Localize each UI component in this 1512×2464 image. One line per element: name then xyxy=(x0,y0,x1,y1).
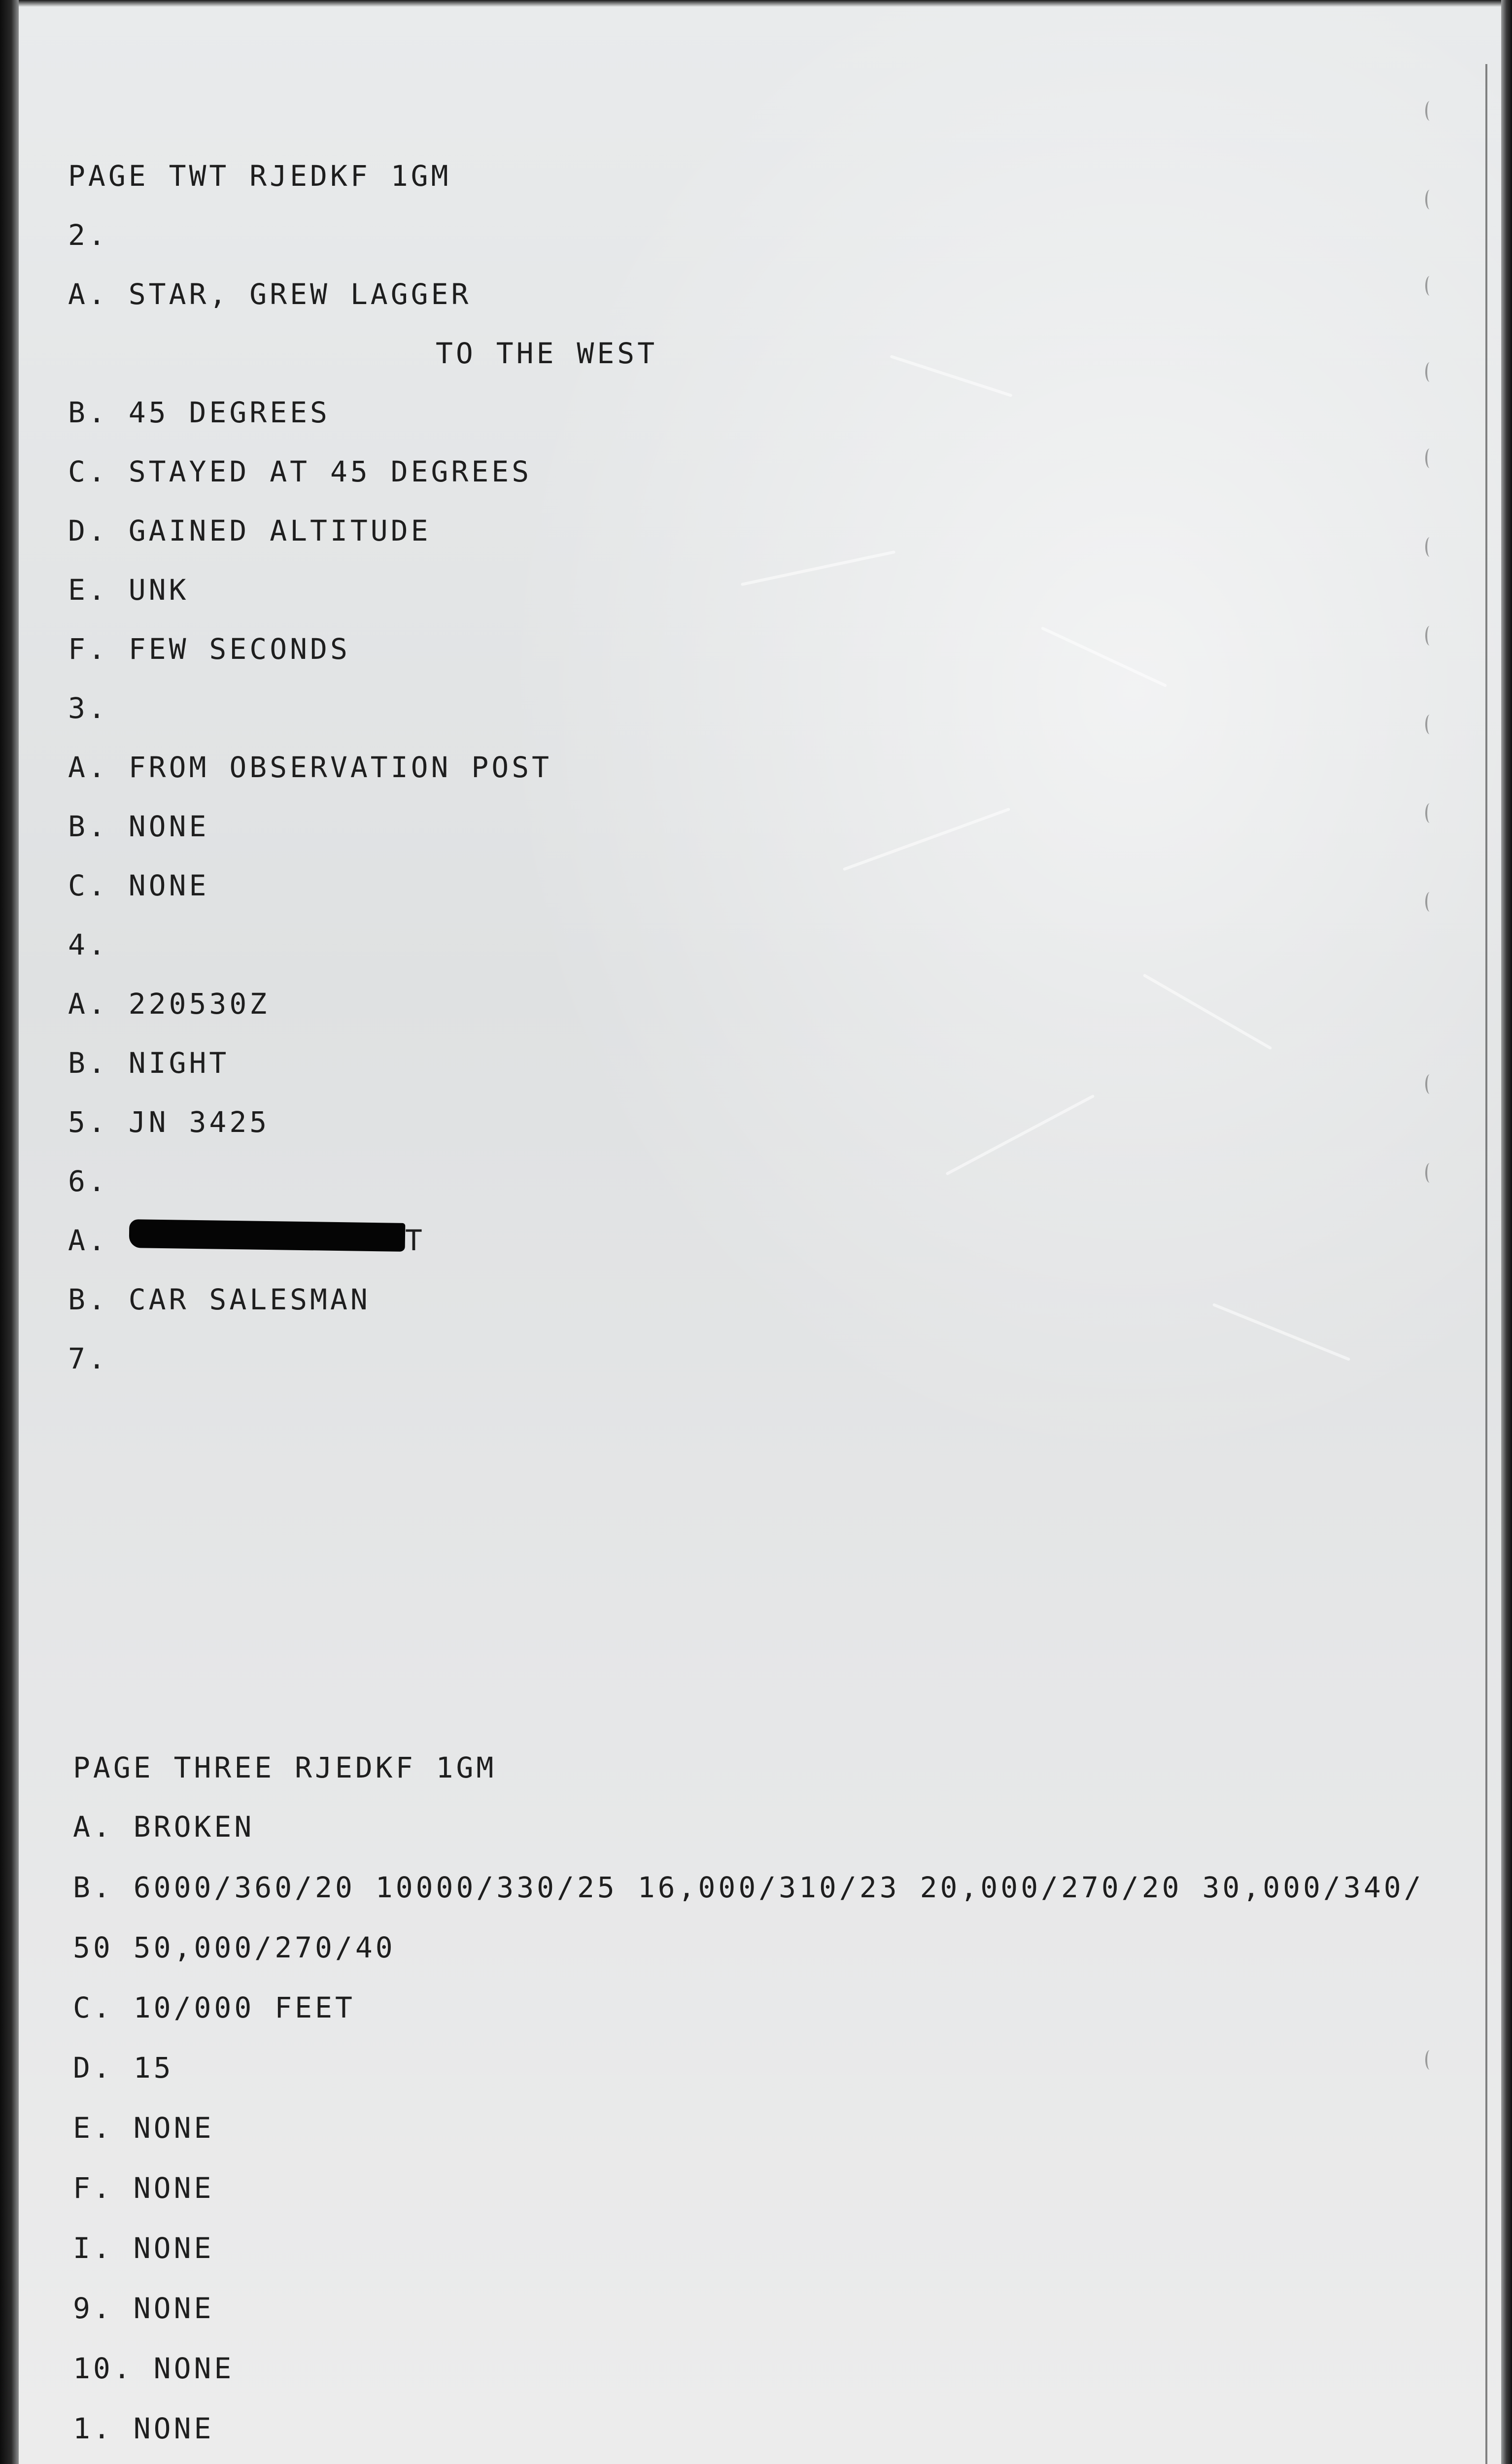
right-margin-rule xyxy=(1485,64,1487,2464)
text-line: 1. NONE xyxy=(73,2412,214,2445)
edge-mark xyxy=(1425,276,1434,296)
edge-mark xyxy=(1425,101,1434,121)
text-line: C. 10/000 FEET xyxy=(73,1991,355,2024)
scratch-mark xyxy=(1143,973,1272,1050)
text-line: A. xyxy=(68,1224,108,1257)
edge-mark xyxy=(1425,803,1434,823)
text-line: F. NONE xyxy=(73,2171,214,2205)
text-line: 6. xyxy=(68,1164,108,1198)
edge-mark xyxy=(1425,2050,1434,2070)
text-line: I. NONE xyxy=(73,2231,214,2265)
edge-mark xyxy=(1425,1074,1434,1094)
text-line: 7. xyxy=(68,1342,108,1375)
text-line: E. NONE xyxy=(73,2111,214,2145)
scratch-mark xyxy=(1041,626,1167,687)
edge-mark xyxy=(1425,448,1434,468)
text-line: 3. xyxy=(68,691,108,725)
text-line: 2. xyxy=(68,218,108,252)
edge-mark xyxy=(1425,892,1434,912)
scratch-mark xyxy=(945,1095,1095,1176)
right-scan-edge xyxy=(1501,0,1512,2464)
text-line: 9. NONE xyxy=(73,2292,214,2325)
text-line: A. BROKEN xyxy=(73,1810,255,1844)
text-line: A. FROM OBSERVATION POST xyxy=(68,751,552,784)
text-line: D. 15 xyxy=(73,2051,174,2085)
edge-mark xyxy=(1425,715,1434,734)
text-line: 4. xyxy=(68,928,108,961)
text-line: 50 50,000/270/40 xyxy=(73,1931,396,1964)
scratch-mark xyxy=(843,808,1010,871)
left-scan-edge xyxy=(0,0,19,2464)
text-line: TO THE WEST xyxy=(436,337,658,370)
text-line: F. FEW SECONDS xyxy=(68,632,350,666)
top-scan-edge xyxy=(0,0,1512,7)
text-line: B. CAR SALESMAN xyxy=(68,1283,371,1316)
text-line: A. 220530Z xyxy=(68,987,270,1021)
edge-mark xyxy=(1425,626,1434,646)
text-line: B. NONE xyxy=(68,810,209,843)
edge-mark xyxy=(1425,1163,1434,1183)
redaction-tail-letter: T xyxy=(405,1224,425,1257)
text-line: 5. JN 3425 xyxy=(68,1105,270,1139)
text-line: C. NONE xyxy=(68,869,209,902)
text-line: 10. NONE xyxy=(73,2352,235,2385)
redaction-bar xyxy=(129,1219,406,1252)
text-line: A. STAR, GREW LAGGER xyxy=(68,277,472,311)
scratch-mark xyxy=(1212,1303,1350,1361)
scratch-mark xyxy=(890,355,1012,397)
text-line: E. UNK xyxy=(68,573,189,607)
text-line: D. GAINED ALTITUDE xyxy=(68,514,431,548)
scratch-mark xyxy=(741,550,895,586)
edge-mark xyxy=(1425,362,1434,382)
page-three-header: PAGE THREE RJEDKF 1GM xyxy=(73,1751,497,1784)
text-line: B. 45 DEGREES xyxy=(68,396,330,429)
page-two-header: PAGE TWT RJEDKF 1GM xyxy=(68,159,451,193)
text-line: B. NIGHT xyxy=(68,1046,230,1080)
edge-mark xyxy=(1425,190,1434,209)
text-line: B. 6000/360/20 10000/330/25 16,000/310/23 20,000/270/20 30,000/340/ xyxy=(73,1871,1424,1904)
edge-mark xyxy=(1425,537,1434,557)
text-line: C. STAYED AT 45 DEGREES xyxy=(68,455,532,488)
